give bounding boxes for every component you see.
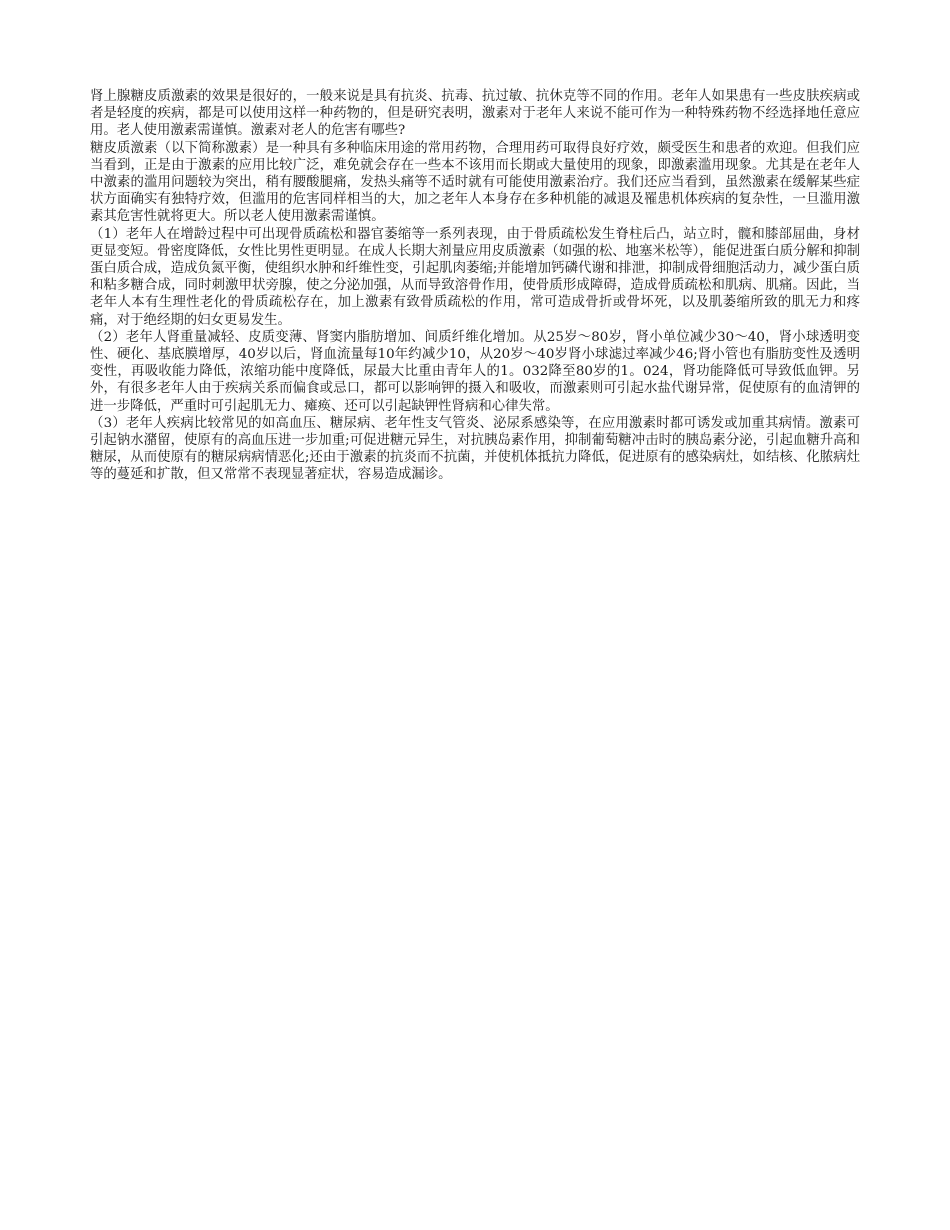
document-body xyxy=(90,88,860,484)
paragraph-point-1: （1）老年人在增龄过程中可出现骨质疏松和器官萎缩等一系列表现，由于骨质疏松发生脊柱后凸，站立时，髋和膝部屈曲，身材更显变短。骨密度降低，女性比男性更明显。在成人长期大剂量应用皮质激素（如强的松、地塞米松等），能促进蛋白质分解和抑制蛋白质合成，造成负氮平衡，使组织水肿和纤维性变，引起肌肉萎缩;并能增加钙磷代谢和排泄，抑制成骨细胞活动力，减少蛋白质和粘多糖合成，同时刺激甲状旁腺，使之分泌加强，从而导致溶骨作用，使骨质形成障碍，造成骨质疏松和肌病、肌痛。因此，当老年人本有生理性老化的骨质疏松存在，加上激素有致骨质疏松的作用，常可造成骨折或骨坏死，以及肌萎缩所致的肌无力和疼痛，对于绝经期的妇女更易发生。 xyxy=(90,226,860,328)
paragraph-point-2: （2）老年人肾重量减轻、皮质变薄、肾窦内脂肪增加、间质纤维化增加。从25岁～80岁，肾小单位减少30～40，肾小球透明变性、硬化、基底膜增厚，40岁以后，肾血流量每10年约减少10，从20岁～40岁肾小球滤过率减少46;肾小管也有脂肪变性及透明变性，再吸收能力降低，浓缩功能中度降低，尿最大比重由青年人的1。032降至80岁的1。024，肾功能降低可导致低血钾。另外，有很多老年人由于疾病关系而偏食或忌口，都可以影响钾的摄入和吸收，而激素则可引起水盐代谢异常，促使原有的血清钾的进一步降低，严重时可引起肌无力、瘫痪、还可以引起缺钾性肾病和心律失常。 xyxy=(90,329,860,414)
paragraph-overview: 糖皮质激素（以下简称激素）是一种具有多种临床用途的常用药物，合理用药可取得良好疗效，颇受医生和患者的欢迎。但我们应当看到，正是由于激素的应用比较广泛，难免就会存在一些本不该用而长期或大量使用的现象，即激素滥用现象。尤其是在老年人中激素的滥用问题较为突出，稍有腰酸腿痛，发热头痛等不适时就有可能使用激素治疗。我们还应当看到，虽然激素在缓解某些症状方面确实有独特疗效，但滥用的危害同样相当的大，加之老年人本身存在多种机能的减退及罹患机体疾病的复杂性，一旦滥用激素其危害性就将更大。所以老人使用激素需谨慎。 xyxy=(90,140,860,225)
paragraph-intro: 肾上腺糖皮质激素的效果是很好的，一般来说是具有抗炎、抗毒、抗过敏、抗休克等不同的作用。老年人如果患有一些皮肤疾病或者是轻度的疾病，都是可以使用这样一种药物的，但是研究表明，激素对于老年人来说不能可作为一种特殊药物不经选择地任意应用。老人使用激素需谨慎。激素对老人的危害有哪些? xyxy=(90,89,860,139)
paragraph-point-3: （3）老年人疾病比较常见的如高血压、糖尿病、老年性支气管炎、泌尿系感染等，在应用激素时都可诱发或加重其病情。激素可引起钠水潴留，使原有的高血压进一步加重;可促进糖元异生，对抗胰岛素作用，抑制葡萄糖冲击时的胰岛素分泌，引起血糖升高和糖尿，从而使原有的糖尿病病情恶化;还由于激素的抗炎而不抗菌，并使机体抵抗力降低，促进原有的感染病灶，如结核、化脓病灶等的蔓延和扩散，但又常常不表现显著症状，容易造成漏诊。 xyxy=(90,415,860,483)
